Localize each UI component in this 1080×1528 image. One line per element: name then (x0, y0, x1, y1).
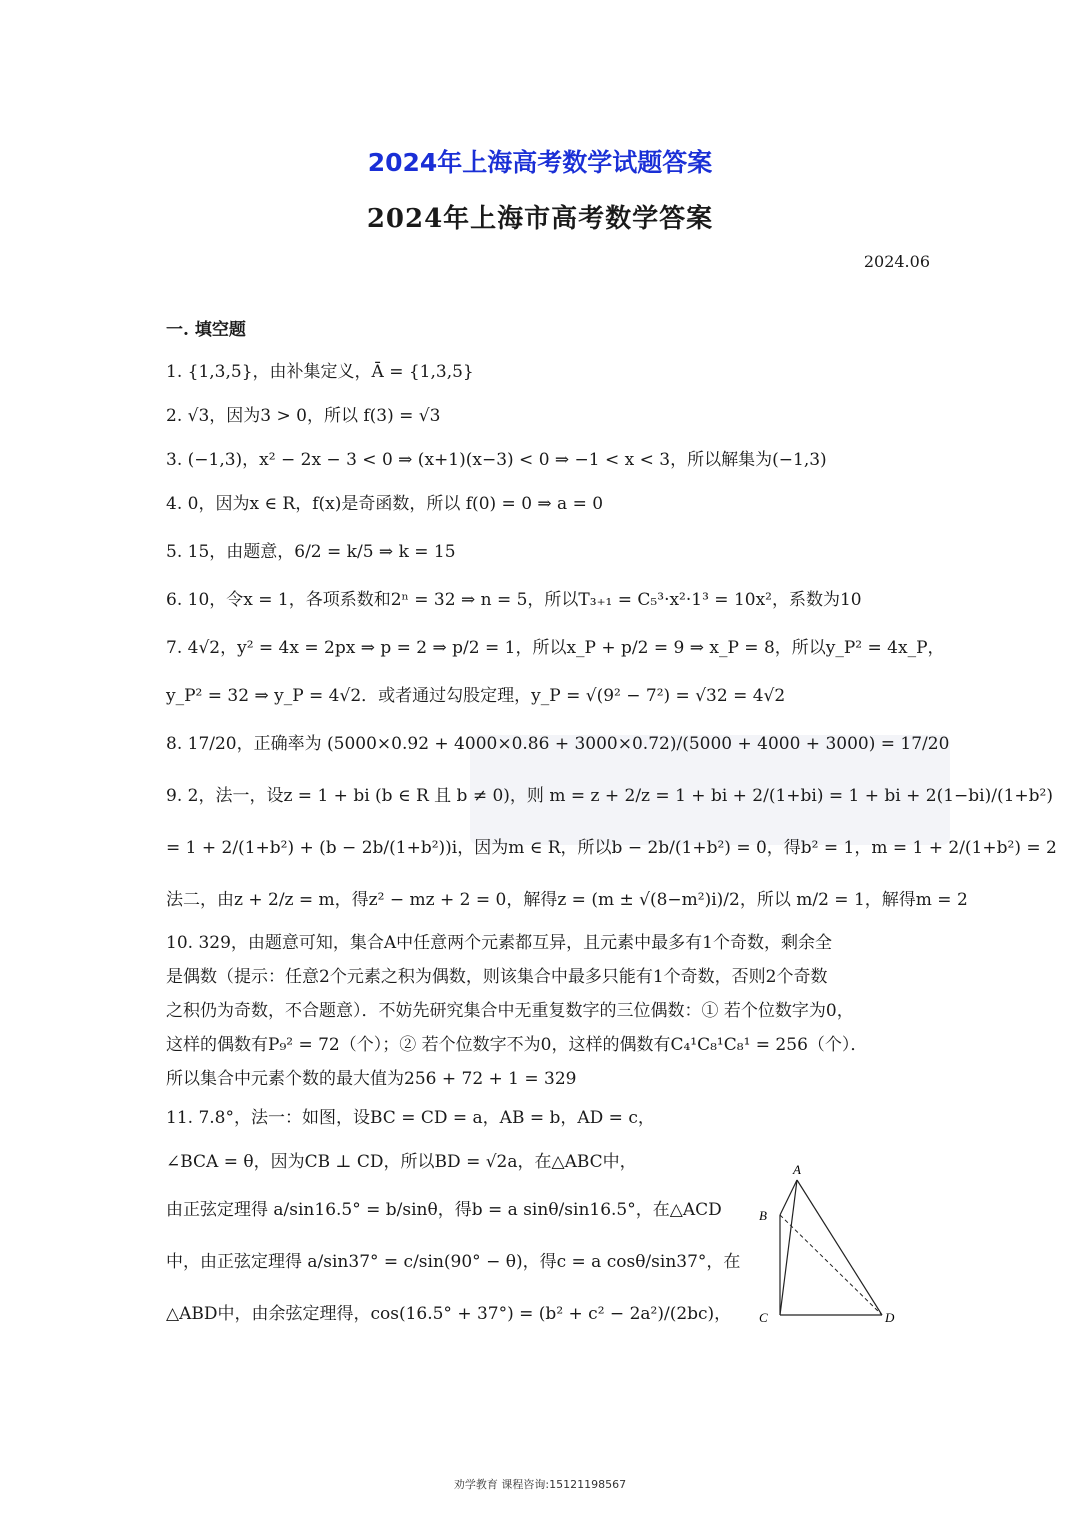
answer-line: 法二，由z + 2/z = m，得z² − mz + 2 = 0，解得z = (m ± √(8−m²)i)/2，所以 m/2 = 1，解得m = 2 (166, 890, 968, 910)
edge-ad (797, 1180, 882, 1315)
answer-line: 4. 0，因为x ∈ R，f(x)是奇函数，所以 f(0) = 0 ⇒ a = 0 (166, 494, 604, 514)
answer-line: 所以集合中元素个数的最大值为256 + 72 + 1 = 329 (166, 1069, 577, 1089)
label-b: B (759, 1208, 767, 1223)
section-heading: 一. 填空题 (166, 320, 246, 340)
document-date: 2024.06 (863, 252, 930, 271)
answer-line: △ABD中，由余弦定理得，cos(16.5° + 37°) = (b² + c² − 2a²)/(2bc)， (166, 1304, 732, 1324)
answer-line: 之积仍为奇数，不合题意）．不妨先研究集合中无重复数字的三位偶数：① 若个位数字为0， (166, 1001, 854, 1021)
answer-line: 这样的偶数有P₉² = 72（个）；② 若个位数字不为0，这样的偶数有C₄¹C₈¹C₈¹ = 256（个）． (166, 1035, 868, 1055)
answer-line: 8. 17/20，正确率为 (5000×0.92 + 4000×0.86 + 3000×0.72)/(5000 + 4000 + 3000) = 17/20 (166, 734, 950, 754)
edge-bd-hidden (780, 1215, 882, 1315)
label-c: C (759, 1310, 768, 1325)
answer-line: 10. 329，由题意可知，集合A中任意两个元素都互异，且元素中最多有1个奇数，剩余全 (166, 933, 832, 953)
tetrahedron-figure (745, 1160, 925, 1340)
footer-contact: 劝学教育 课程咨询:15121198567 (453, 1478, 627, 1491)
answer-line: 5. 15，由题意，6/2 = k/5 ⇒ k = 15 (166, 542, 456, 562)
label-d: D (885, 1310, 895, 1325)
answer-line: 7. 4√2，y² = 4x = 2px ⇒ p = 2 ⇒ p/2 = 1，所以x_P + p/2 = 9 ⇒ x_P = 8，所以y_P² = 4x_P， (166, 638, 945, 658)
document-title: 2024年上海市高考数学答案 (366, 204, 714, 234)
edge-ac (780, 1180, 797, 1315)
answer-line: 由正弦定理得 a/sin16.5° = b/sinθ，得b = a sinθ/sin16.5°，在△ACD (166, 1200, 722, 1220)
banner-title: 2024年上海高考数学试题答案 (367, 148, 713, 177)
answer-line: 3. (−1,3)，x² − 2x − 3 < 0 ⇒ (x+1)(x−3) < 0 ⇒ −1 < x < 3，所以解集为(−1,3) (166, 450, 827, 470)
answer-line: 9. 2，法一，设z = 1 + bi (b ∈ R 且 b ≠ 0)，则 m = z + 2/z = 1 + bi + 2/(1+bi) = 1 + bi + 2(1−bi)/(1+b²) (166, 786, 1053, 806)
answer-line: 2. √3，因为3 > 0，所以 f(3) = √3 (166, 406, 441, 426)
answer-line: 1. {1,3,5}，由补集定义，Ā = {1,3,5} (166, 362, 474, 382)
answer-line: = 1 + 2/(1+b²) + (b − 2b/(1+b²))i，因为m ∈ R，所以b − 2b/(1+b²) = 0，得b² = 1，m = 1 + 2/(1+b²) = 2 (166, 838, 1057, 858)
answer-line: 6. 10，令x = 1，各项系数和2ⁿ = 32 ⇒ n = 5，所以T₃₊₁ = C₅³·x²·1³ = 10x²，系数为10 (166, 590, 862, 610)
answer-line: y_P² = 32 ⇒ y_P = 4√2．或者通过勾股定理，y_P = √(9² − 7²) = √32 = 4√2 (166, 686, 786, 706)
answer-line: ∠BCA = θ，因为CB ⊥ CD，所以BD = √2a，在△ABC中， (166, 1152, 637, 1172)
answer-line: 是偶数（提示：任意2个元素之积为偶数，则该集合中最多只能有1个奇数，否则2个奇数 (166, 967, 828, 987)
answer-line: 中，由正弦定理得 a/sin37° = c/sin(90° − θ)，得c = a cosθ/sin37°，在 (166, 1252, 741, 1272)
label-a: A (793, 1162, 801, 1177)
answer-line: 11. 7.8°，法一：如图，设BC = CD = a，AB = b，AD = c， (166, 1108, 655, 1128)
